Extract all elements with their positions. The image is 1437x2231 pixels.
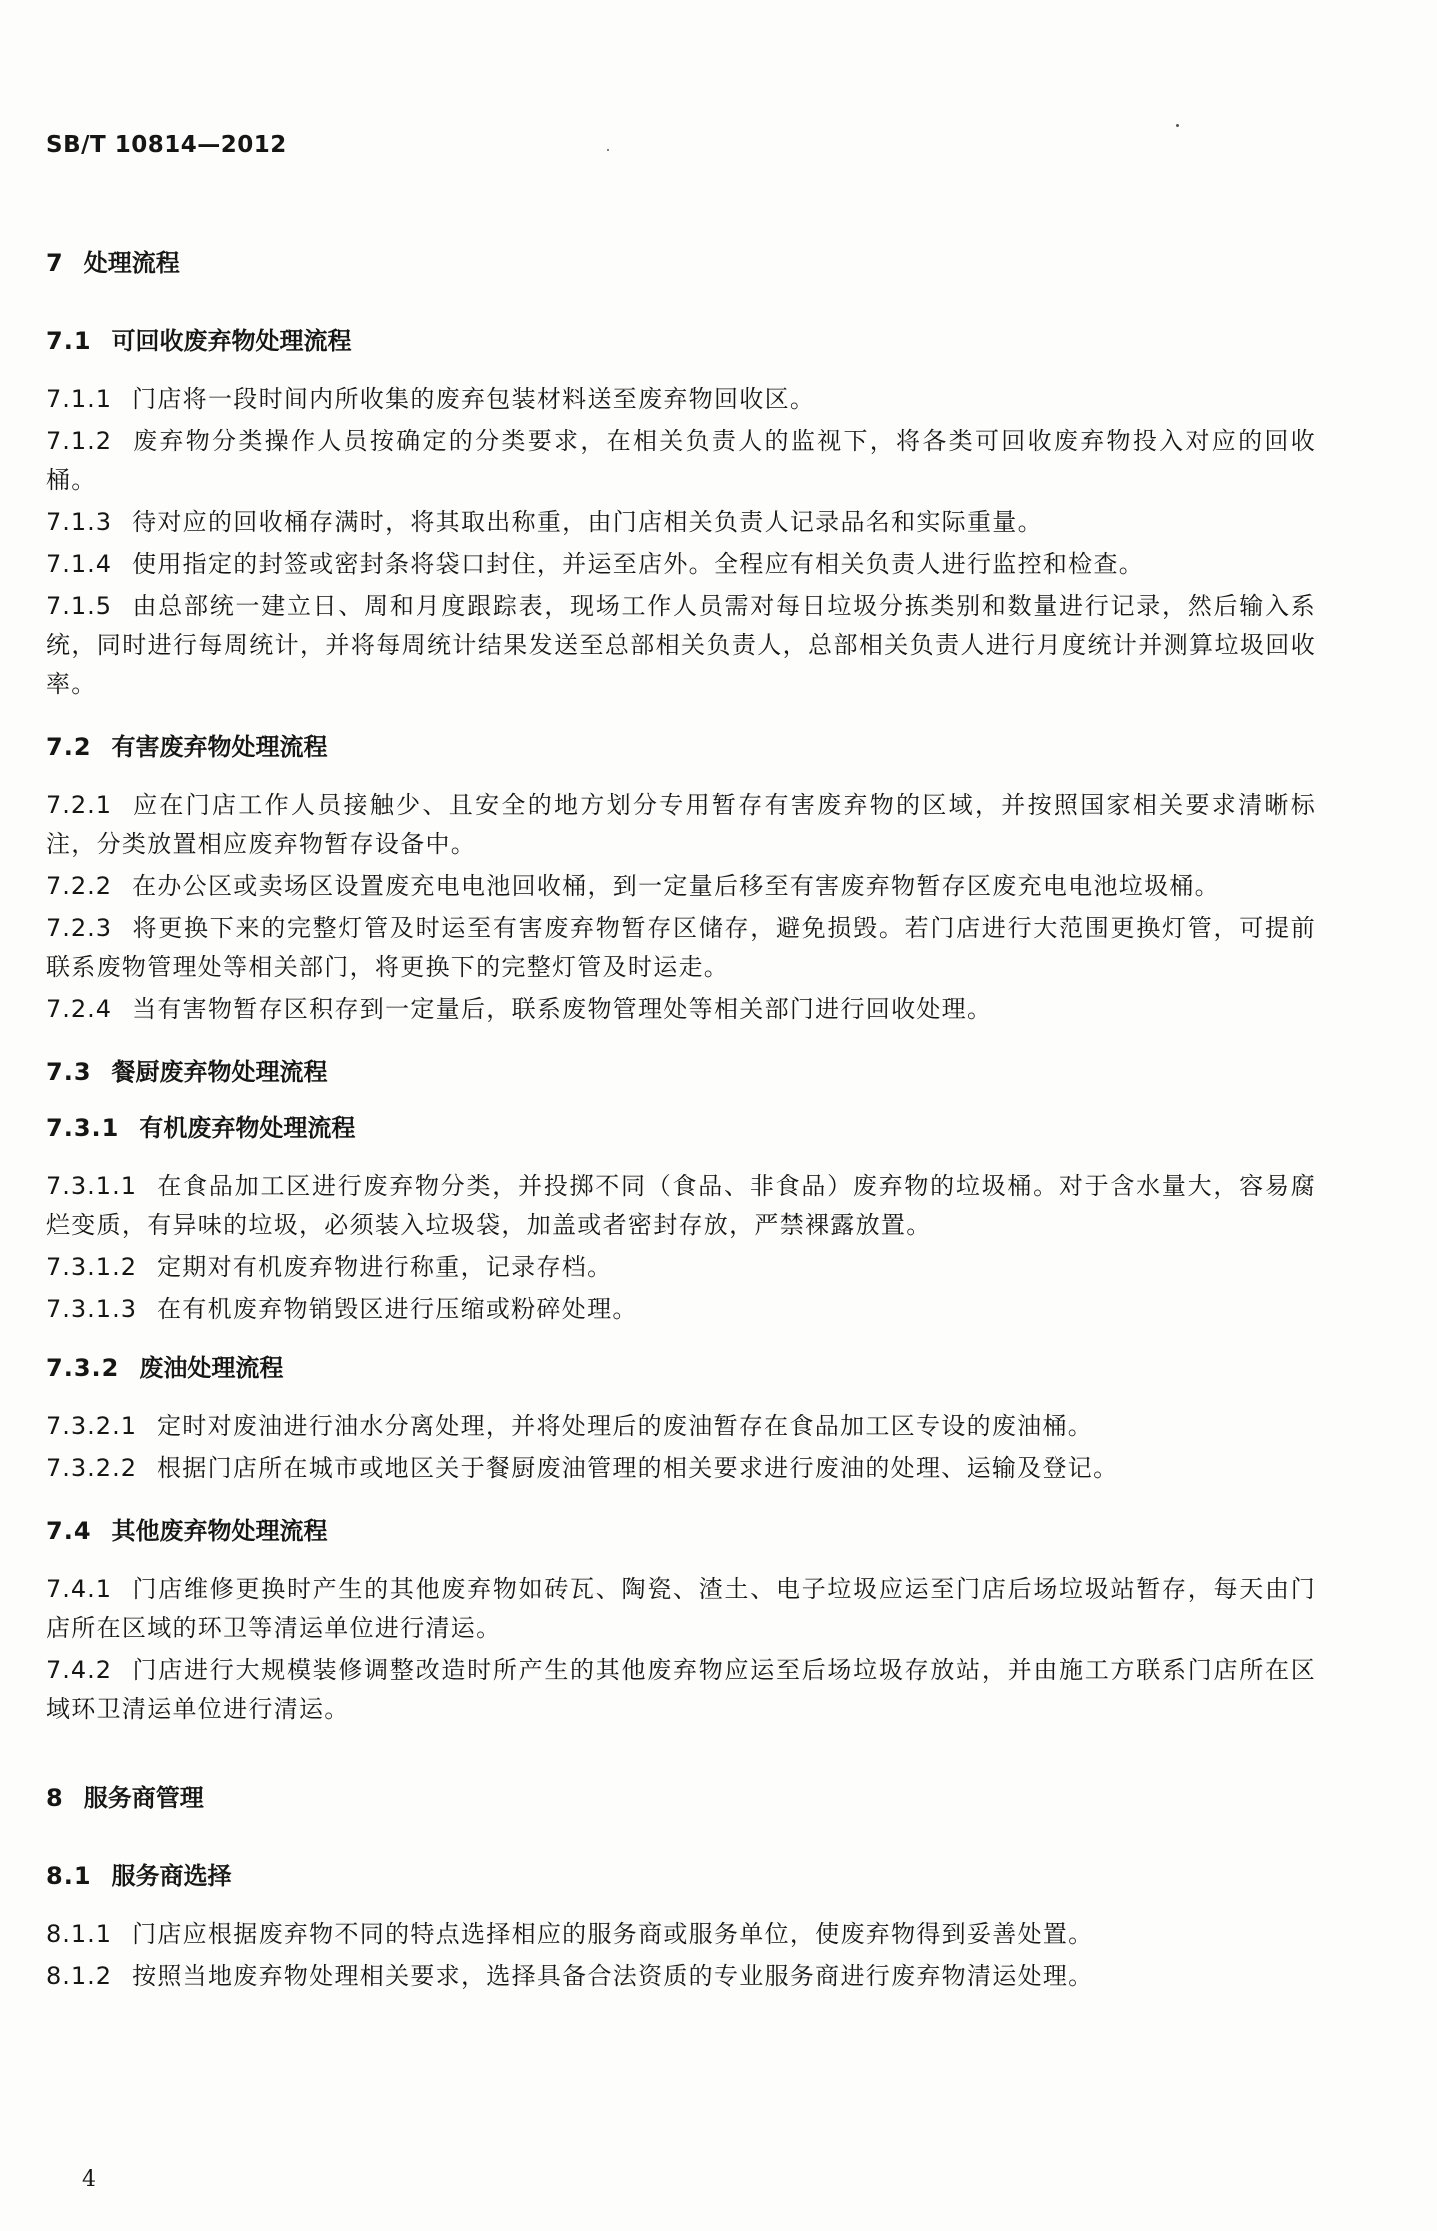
heading-title: 处理流程 xyxy=(83,249,180,277)
clause-text: 当有害物暂存区积存到一定量后，联系废物管理处等相关部门进行回收处理。 xyxy=(132,995,993,1023)
chapter-heading-7 xyxy=(46,246,1316,280)
page-number: 4 xyxy=(82,2167,96,2192)
clause-text: 门店进行大规模装修调整改造时所产生的其他废弃物应运至后场垃圾存放站，并由施工方联系门店所在区域环卫清运单位进行清运。 xyxy=(46,1656,1316,1723)
clause-number: 7.2.2 xyxy=(46,872,113,900)
clause-7-3-2-1 xyxy=(46,1407,1316,1446)
heading-number: 7.3.1 xyxy=(46,1114,120,1142)
clause-text: 废弃物分类操作人员按确定的分类要求，在相关负责人的监视下，将各类可回收废弃物投入对应的回收桶。 xyxy=(46,427,1316,494)
clause-7-3-1-1 xyxy=(46,1167,1316,1245)
clause-text: 在办公区或卖场区设置废充电电池回收桶，到一定量后移至有害废弃物暂存区废充电电池垃圾桶。 xyxy=(132,872,1220,900)
clause-7-2-3 xyxy=(46,909,1316,987)
clause-number: 7.1.1 xyxy=(46,385,113,413)
heading-number: 7.1 xyxy=(46,327,92,355)
heading-title: 废油处理流程 xyxy=(139,1354,284,1382)
clause-8-1-2 xyxy=(46,1957,1316,1996)
clause-7-2-1 xyxy=(46,786,1316,864)
heading-title: 有害废弃物处理流程 xyxy=(111,733,328,761)
clause-number: 7.3.2.1 xyxy=(46,1412,137,1440)
heading-title: 其他废弃物处理流程 xyxy=(111,1517,328,1545)
document-body xyxy=(46,246,1316,1999)
heading-title: 餐厨废弃物处理流程 xyxy=(111,1058,328,1086)
subsection-heading-7-3-1 xyxy=(46,1111,1316,1145)
clause-7-3-2-2 xyxy=(46,1449,1316,1488)
clause-text: 将更换下来的完整灯管及时运至有害废弃物暂存区储存，避免损毁。若门店进行大范围更换灯管，可提前联系废物管理处等相关部门，将更换下的完整灯管及时运走。 xyxy=(46,914,1316,981)
standard-code: SB/T 10814—2012 xyxy=(46,132,287,158)
clause-number: 7.4.1 xyxy=(46,1575,113,1603)
clause-7-3-1-2 xyxy=(46,1248,1316,1287)
clause-7-1-1 xyxy=(46,380,1316,419)
clause-text: 按照当地废弃物处理相关要求，选择具备合法资质的专业服务商进行废弃物清运处理。 xyxy=(132,1962,1094,1990)
clause-text: 使用指定的封签或密封条将袋口封住，并运至店外。全程应有相关负责人进行监控和检查。 xyxy=(132,550,1145,578)
heading-title: 服务商管理 xyxy=(83,1784,204,1812)
clause-number: 7.3.1.2 xyxy=(46,1253,137,1281)
clause-text: 定时对废油进行油水分离处理，并将处理后的废油暂存在食品加工区专设的废油桶。 xyxy=(156,1412,1094,1440)
heading-title: 服务商选择 xyxy=(111,1862,232,1890)
subsection-heading-7-3-2 xyxy=(46,1351,1316,1385)
scan-speck xyxy=(1176,124,1179,127)
heading-number: 7 xyxy=(46,249,64,277)
heading-number: 8.1 xyxy=(46,1862,92,1890)
heading-title: 可回收废弃物处理流程 xyxy=(111,327,352,355)
clause-number: 7.3.1.1 xyxy=(46,1172,137,1200)
heading-number: 8 xyxy=(46,1784,64,1812)
section-heading-7-2 xyxy=(46,730,1316,764)
clause-text: 定期对有机废弃物进行称重，记录存档。 xyxy=(156,1253,613,1281)
section-heading-7-4 xyxy=(46,1514,1316,1548)
clause-number: 7.2.4 xyxy=(46,995,113,1023)
section-heading-8-1 xyxy=(46,1859,1316,1893)
clause-number: 8.1.1 xyxy=(46,1920,113,1948)
clause-number: 8.1.2 xyxy=(46,1962,113,1990)
clause-7-2-2 xyxy=(46,867,1316,906)
clause-text: 根据门店所在城市或地区关于餐厨废油管理的相关要求进行废油的处理、运输及登记。 xyxy=(156,1454,1119,1482)
clause-text: 门店将一段时间内所收集的废弃包装材料送至废弃物回收区。 xyxy=(132,385,816,413)
clause-number: 7.1.4 xyxy=(46,550,113,578)
clause-7-1-2 xyxy=(46,422,1316,500)
section-heading-7-1 xyxy=(46,324,1316,358)
clause-number: 7.1.5 xyxy=(46,592,113,620)
clause-7-1-5 xyxy=(46,587,1316,704)
heading-number: 7.3 xyxy=(46,1058,92,1086)
clause-number: 7.3.1.3 xyxy=(46,1295,137,1323)
clause-7-4-2 xyxy=(46,1651,1316,1729)
clause-text: 在食品加工区进行废弃物分类，并投掷不同（食品、非食品）废弃物的垃圾桶。对于含水量大，容易腐烂变质，有异味的垃圾，必须装入垃圾袋，加盖或者密封存放，严禁裸露放置。 xyxy=(46,1172,1316,1239)
clause-number: 7.2.3 xyxy=(46,914,113,942)
heading-title: 有机废弃物处理流程 xyxy=(139,1114,356,1142)
chapter-heading-8 xyxy=(46,1781,1316,1815)
clause-text: 在有机废弃物销毁区进行压缩或粉碎处理。 xyxy=(156,1295,638,1323)
clause-text: 待对应的回收桶存满时，将其取出称重，由门店相关负责人记录品名和实际重量。 xyxy=(132,508,1043,536)
clause-number: 7.1.3 xyxy=(46,508,113,536)
clause-number: 7.3.2.2 xyxy=(46,1454,137,1482)
clause-8-1-1 xyxy=(46,1915,1316,1954)
clause-7-2-4 xyxy=(46,990,1316,1029)
clause-7-4-1 xyxy=(46,1570,1316,1648)
clause-text: 门店维修更换时产生的其他废弃物如砖瓦、陶瓷、渣土、电子垃圾应运至门店后场垃圾站暂存，每天由门店所在区域的环卫等清运单位进行清运。 xyxy=(46,1575,1316,1642)
heading-number: 7.2 xyxy=(46,733,92,761)
clause-7-1-4 xyxy=(46,545,1316,584)
clause-text: 由总部统一建立日、周和月度跟踪表，现场工作人员需对每日垃圾分拣类别和数量进行记录，然后输入系统，同时进行每周统计，并将每周统计结果发送至总部相关负责人，总部相关负责人进行月度统计并测算垃圾回收率。 xyxy=(46,592,1316,698)
clause-number: 7.1.2 xyxy=(46,427,113,455)
heading-number: 7.4 xyxy=(46,1517,92,1545)
scan-speck xyxy=(607,149,609,151)
clause-number: 7.4.2 xyxy=(46,1656,113,1684)
clause-7-3-1-3 xyxy=(46,1290,1316,1329)
clause-number: 7.2.1 xyxy=(46,791,113,819)
clause-text: 门店应根据废弃物不同的特点选择相应的服务商或服务单位，使废弃物得到妥善处置。 xyxy=(132,1920,1094,1948)
clause-7-1-3 xyxy=(46,503,1316,542)
section-heading-7-3 xyxy=(46,1055,1316,1089)
clause-text: 应在门店工作人员接触少、且安全的地方划分专用暂存有害废弃物的区域，并按照国家相关要求清晰标注，分类放置相应废弃物暂存设备中。 xyxy=(46,791,1316,858)
heading-number: 7.3.2 xyxy=(46,1354,120,1382)
